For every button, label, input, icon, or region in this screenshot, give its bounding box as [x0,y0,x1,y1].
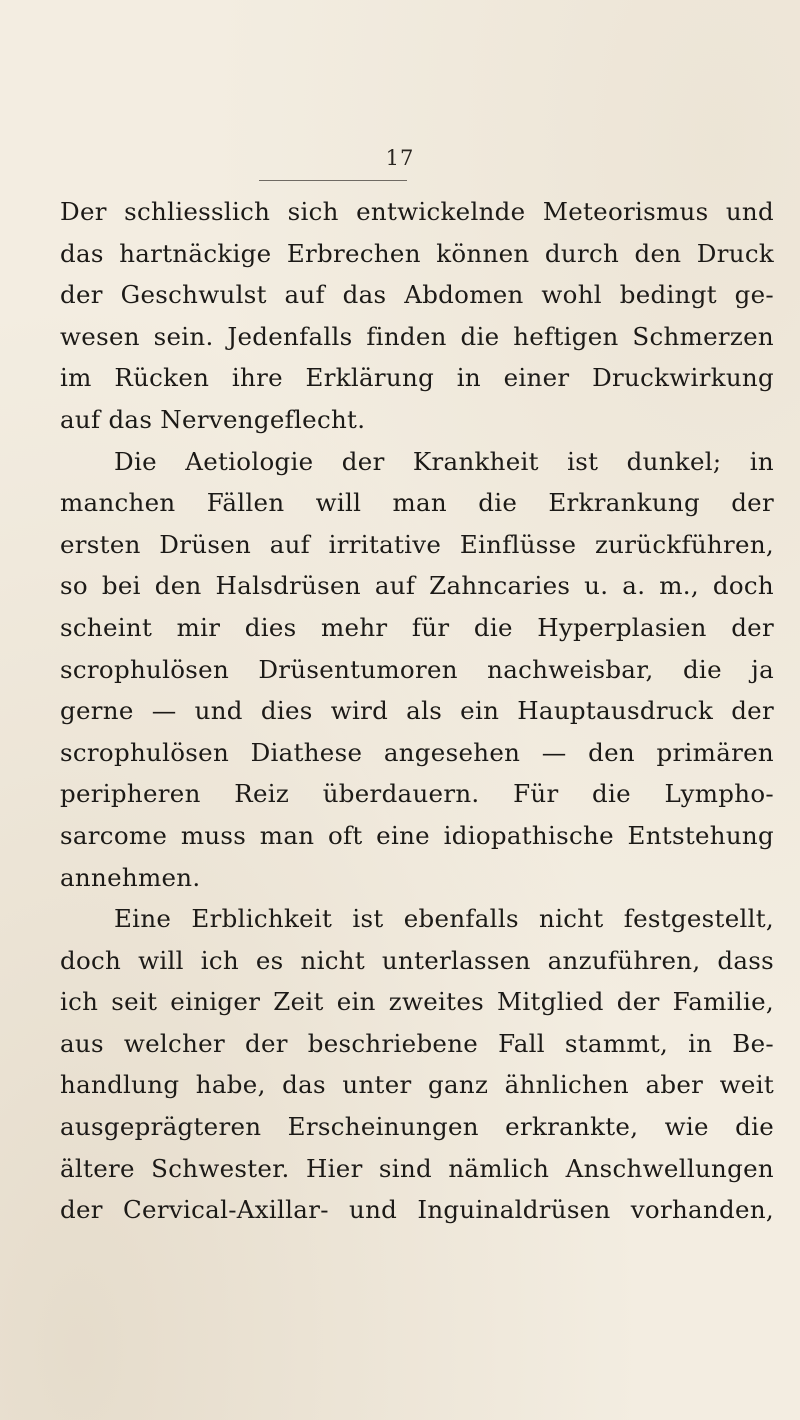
text-line: manchen Fällen will man die Erkrankung der [60,488,774,518]
paragraph [60,441,774,899]
text-line: ersten Drüsen auf irritative Einflüsse zurückführen, [60,529,774,559]
text-line: peripheren Reiz überdauern. Für die Lympho- [60,779,774,809]
text-line: das hartnäckige Erbrechen können durch den Druck [60,238,774,268]
text-line: scheint mir dies mehr für die Hyperplasien der [60,612,774,642]
text-line: ausgeprägteren Erscheinungen erkrankte, wie die [60,1112,774,1142]
text-line: der Cervical-Axillar- und Inguinaldrüsen vorhanden, [60,1195,774,1225]
paragraph [60,898,774,1231]
body-text [60,191,774,1231]
text-line: ich seit einiger Zeit ein zweites Mitglied der Familie, [60,987,774,1017]
text-line: handlung habe, das unter ganz ähnlichen aber weit [60,1070,774,1100]
text-line: ältere Schwester. Hier sind nämlich Anschwellungen [60,1153,774,1183]
header-rule [259,180,407,181]
text-line: aus welcher der beschriebene Fall stammt, in Be- [60,1028,774,1058]
text-line: scrophulösen Drüsentumoren nachweisbar, die ja [60,654,774,684]
text-line: gerne — und dies wird als ein Hauptausdruck der [60,696,774,726]
text-line: so bei den Halsdrüsen auf Zahncaries u. a. m., doch [60,571,774,601]
text-line: sarcome muss man oft eine idiopathische Entstehung [60,820,774,850]
page-number: 17 [385,146,415,170]
text-line: Der schliesslich sich entwickelnde Meteorismus und [60,197,774,226]
text-line: annehmen. [60,862,201,892]
text-line: Eine Erblichkeit ist ebenfalls nicht festgestellt, [114,904,774,934]
text-line: wesen sein. Jedenfalls finden die heftigen Schmerzen [60,321,774,351]
text-line: im Rücken ihre Erklärung in einer Druckwirkung [60,363,774,393]
text-line: scrophulösen Diathese angesehen — den primären [60,737,774,767]
paragraph [60,191,774,441]
text-line: der Geschwulst auf das Abdomen wohl bedingt ge- [60,280,774,310]
text-line: auf das Nervengeflecht. [60,404,366,434]
text-line: doch will ich es nicht unterlassen anzuführen, dass [60,945,774,975]
text-line: Die Aetiologie der Krankheit ist dunkel; in [114,446,774,476]
